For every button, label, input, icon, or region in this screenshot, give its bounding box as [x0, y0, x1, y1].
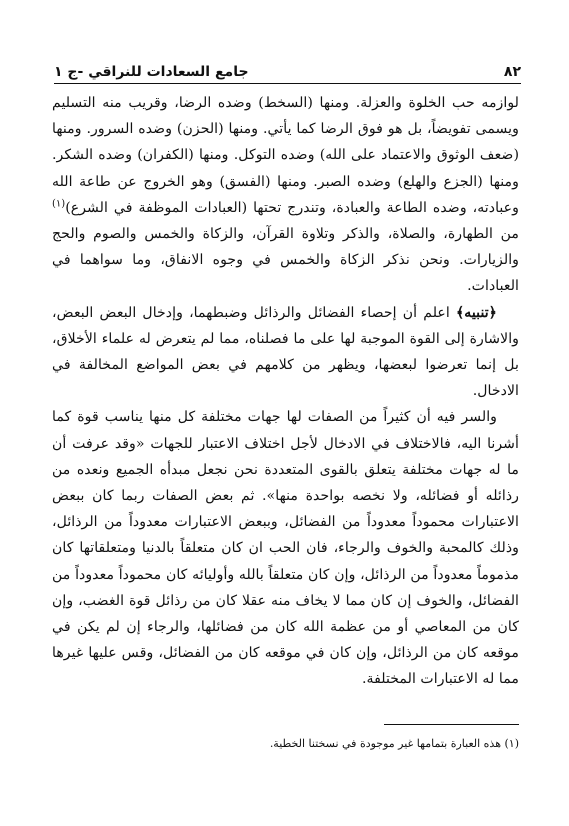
paragraph-2-text: اعلم أن إحصاء الفضائل والرذائل وضبطهما، وإدخال البعض البعض، والاشارة إلى القوة الموجبة لها على ما فصلناه، مما لم يتعرض له علماء الأخلاق، بل إنما تعرضوا لبعضها، ويظهر من كلامهم في بعض المواضع المخالفة في الادخال.	[52, 304, 519, 400]
notice-heading: ﴿تنبيه﴾	[455, 304, 497, 321]
paragraph-3-text: والسر فيه أن كثيراً من الصفات لها جهات مختلفة كل منها يناسب قوة كما أشرنا اليه، فالاختلاف في الادخال لأجل اختلاف الاعتبار للجهات «وقد عرفت أن ما له جهات مختلفة يتعلق بالقوى المتعددة نحن نجعل مبدأه الجميع ونعده من رذائله أو فضائله، ولا نخصه بواحدة منها». ثم بعض الصفات ربما كان ببعض الاعتبارات محموداً معدوداً من الفضائل، وببعض الاعتبارات معدوداً من الرذائل، وذلك كالمحبة والخوف والرجاء، فان الحب ان كان متعلقاً بالدنيا ومتعلقاتها كان مذموماً معدوداً من الرذائل، وإن كان متعلقاً بالله وأوليائه كان محموداً معدوداً من الفضائل، والخوف إن كان مما لا يخاف منه عقلا كان من رذائل قوة الغضب، وإن كان من المعاصي أو من عظمة الله كان من فضائلها، والرجاء إن لم يكن في موقعه كان من الرذائل، وإن كان في موقعه كان من الفضائل، وقس عليها غيرها مما له الاعتبارات المختلفة.	[52, 409, 519, 688]
footnote-separator	[384, 724, 519, 725]
main-text	[52, 90, 519, 693]
page-number: ٨٢	[503, 64, 521, 80]
paragraph-1	[52, 90, 519, 300]
paragraph-1-text: لوازمه حب الخلوة والعزلة. ومنها (السخط) وضده الرضا، وقريب منه التسليم ويسمى تفويضاً، بل هو فوق الرضا كما يأتي. ومنها (الحزن) وضده السرور. ومنها (ضعف الوثوق والاعتماد على الله) وضده التوكل. ومنها (الكفران) وضده الشكر. ومنها (الجزع والهلع) وضده الصبر. ومنها (الفسق) وهو الخروج عن طاعة الله وعبادته، وضده الطاعة والعبادة، وتندرج تحتها (العبادات الموظفة في الشرع)	[52, 95, 519, 216]
page-header	[54, 58, 521, 84]
paragraph-3	[52, 404, 519, 692]
paragraph-1-continuation: من الطهارة، والصلاة، والذكر وتلاوة القرآن، والزكاة والخمس والصوم والحج والزيارات. ونحن نذكر الزكاة والخمس في وجوه الانفاق، وما سواهما في العبادات.	[52, 226, 519, 295]
footnote: (١) هذه العبارة بتمامها غير موجودة في نسختنا الخطية.	[269, 737, 519, 750]
paragraph-2	[52, 300, 519, 405]
running-title: جامع السعادات للنراقي -ج ١	[54, 64, 249, 80]
footnote-reference: (١)	[52, 198, 66, 210]
